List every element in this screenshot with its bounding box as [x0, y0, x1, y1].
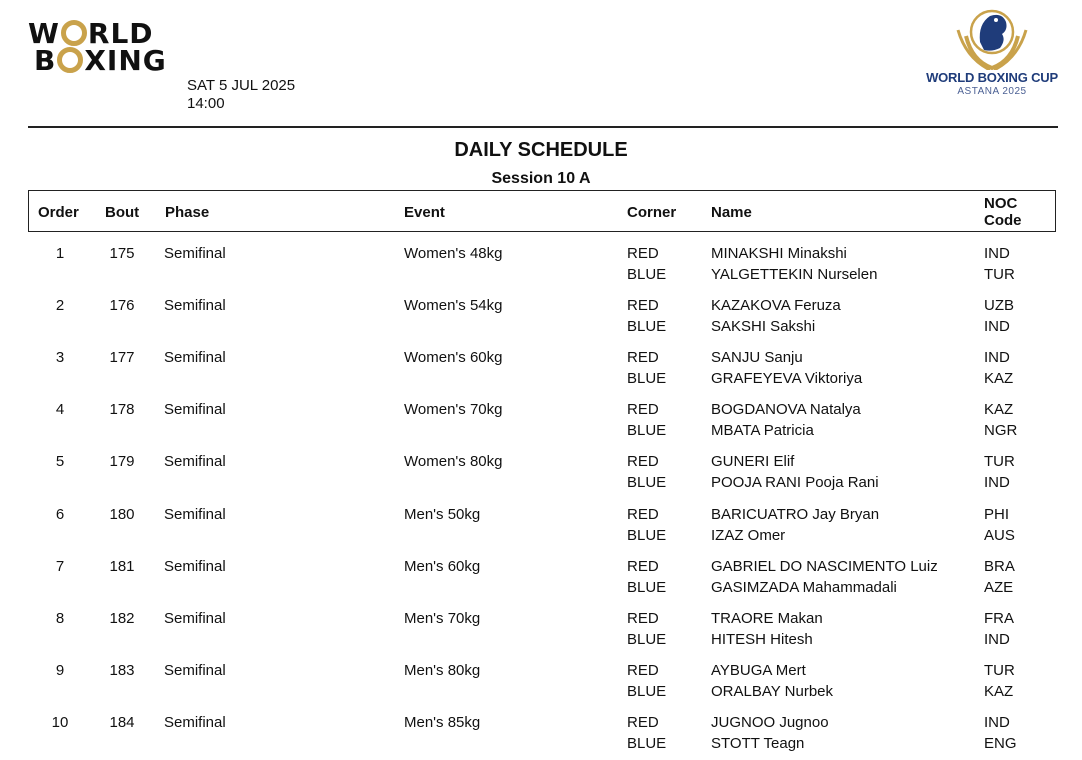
noc-code-red: KAZ: [984, 401, 1014, 419]
boxer-name-red: AYBUGA Mert: [711, 661, 806, 679]
corner-red: RED: [627, 713, 659, 731]
cell-order: 3: [55, 349, 65, 367]
cell-event: Men's 50kg: [404, 505, 481, 523]
cell-event: Women's 60kg: [404, 349, 503, 367]
corner-red: RED: [627, 401, 659, 419]
cell-event: Men's 80kg: [404, 661, 481, 679]
table-header: [28, 190, 1056, 232]
col-phase: Phase: [165, 204, 210, 221]
cell-bout: 176: [109, 297, 135, 315]
corner-red: RED: [627, 557, 659, 575]
corner-blue: BLUE: [627, 526, 667, 544]
noc-code-blue: KAZ: [984, 682, 1014, 700]
cell-event: Women's 80kg: [404, 453, 503, 471]
noc-code-blue: ENG: [984, 734, 1017, 752]
cell-event: Women's 54kg: [404, 297, 503, 315]
noc-code-blue: TUR: [984, 266, 1015, 283]
col-noc-code: NOC Code: [984, 195, 1022, 229]
cell-order: 6: [55, 505, 65, 523]
boxer-name-blue: HITESH Hitesh: [711, 630, 813, 648]
world-boxing-logo: W RLD B XING: [28, 17, 167, 77]
boxer-name-blue: GASIMZADA Mahammadali: [711, 578, 897, 596]
col-order: Order: [38, 204, 79, 221]
cell-phase: Semifinal: [164, 557, 226, 575]
boxer-name-blue: YALGETTEKIN Nurselen: [711, 266, 878, 283]
boxer-name-blue: MBATA Patricia: [711, 422, 814, 440]
cell-bout: 175: [109, 245, 135, 262]
boxer-name-blue: SAKSHI Sakshi: [711, 318, 816, 336]
col-event: Event: [404, 204, 445, 221]
logo-ring-icon: [61, 20, 87, 46]
corner-blue: BLUE: [627, 266, 667, 283]
logo-ring-icon: [57, 47, 83, 73]
cell-phase: Semifinal: [164, 401, 226, 419]
cell-order: 1: [55, 245, 65, 262]
boxer-name-red: JUGNOO Jugnoo: [711, 713, 829, 731]
noc-code-red: IND: [984, 245, 1010, 262]
boxer-name-blue: GRAFEYEVA Viktoriya: [711, 370, 863, 388]
event-logo-title: WORLD BOXING CUP: [926, 70, 1058, 85]
corner-red: RED: [627, 297, 659, 315]
event-logo-subtitle: ASTANA 2025: [957, 86, 1027, 97]
corner-red: RED: [627, 505, 659, 523]
cell-bout: 179: [109, 453, 135, 471]
cell-order: 2: [55, 297, 65, 315]
corner-red: RED: [627, 245, 659, 262]
noc-code-red: BRA: [984, 557, 1015, 575]
corner-blue: BLUE: [627, 474, 667, 492]
cell-bout: 184: [109, 713, 135, 731]
noc-code-blue: IND: [984, 318, 1010, 336]
boxer-name-red: BARICUATRO Jay Bryan: [711, 505, 880, 523]
boxer-name-blue: ORALBAY Nurbek: [711, 682, 833, 700]
session-title: Session 10 A: [491, 170, 591, 187]
cell-order: 10: [51, 713, 69, 731]
noc-code-blue: IND: [984, 474, 1010, 492]
cell-bout: 177: [109, 349, 135, 367]
cell-bout: 183: [109, 661, 135, 679]
cell-phase: Semifinal: [164, 661, 226, 679]
cell-event: Women's 70kg: [404, 401, 503, 419]
cell-order: 8: [55, 609, 65, 627]
cell-phase: Semifinal: [164, 609, 226, 627]
cell-order: 5: [55, 453, 65, 471]
page-title: DAILY SCHEDULE: [454, 139, 628, 161]
boxer-name-blue: POOJA RANI Pooja Rani: [711, 474, 879, 492]
cell-phase: Semifinal: [164, 505, 226, 523]
boxer-name-blue: IZAZ Omer: [711, 526, 786, 544]
corner-blue: BLUE: [627, 734, 667, 752]
session-datetime: [187, 77, 295, 113]
schedule-date: SAT 5 JUL 2025: [187, 77, 296, 94]
corner-red: RED: [627, 609, 659, 627]
noc-code-red: IND: [984, 713, 1010, 731]
cell-bout: 181: [109, 557, 135, 575]
header-divider: [28, 126, 1058, 128]
cell-phase: Semifinal: [164, 453, 226, 471]
noc-code-red: FRA: [984, 609, 1014, 627]
cell-phase: Semifinal: [164, 297, 226, 315]
noc-code-blue: IND: [984, 630, 1010, 648]
corner-blue: BLUE: [627, 318, 667, 336]
cell-event: Men's 85kg: [404, 713, 481, 731]
cell-order: 7: [55, 557, 65, 575]
noc-code-red: TUR: [984, 661, 1015, 679]
boxer-name-red: KAZAKOVA Feruza: [711, 297, 841, 315]
cell-order: 4: [55, 401, 65, 419]
cell-phase: Semifinal: [164, 245, 226, 262]
boxer-name-red: GUNERI Elif: [711, 453, 795, 471]
corner-blue: BLUE: [627, 682, 667, 700]
col-corner: Corner: [627, 204, 677, 221]
cell-order: 9: [55, 661, 65, 679]
cell-bout: 178: [109, 401, 135, 419]
corner-blue: BLUE: [627, 370, 667, 388]
noc-code-red: UZB: [984, 297, 1014, 315]
cell-event: Men's 70kg: [404, 609, 481, 627]
corner-red: RED: [627, 661, 659, 679]
noc-code-blue: KAZ: [984, 370, 1014, 388]
boxer-name-red: GABRIEL DO NASCIMENTO Luiz: [711, 557, 938, 575]
corner-blue: BLUE: [627, 630, 667, 648]
world-boxing-cup-logo: [922, 6, 1062, 98]
boxer-name-red: SANJU Sanju: [711, 349, 803, 367]
corner-red: RED: [627, 453, 659, 471]
cell-event: Men's 60kg: [404, 557, 481, 575]
noc-code-blue: NGR: [984, 422, 1018, 440]
noc-code-blue: AZE: [984, 578, 1014, 596]
cell-event: Women's 48kg: [404, 245, 503, 262]
snow-leopard-emblem-icon: [922, 6, 1062, 70]
noc-code-red: PHI: [984, 505, 1010, 523]
corner-blue: BLUE: [627, 578, 667, 596]
schedule-time: 14:00: [187, 95, 225, 112]
corner-blue: BLUE: [627, 422, 667, 440]
corner-red: RED: [627, 349, 659, 367]
cell-bout: 182: [109, 609, 135, 627]
boxer-name-red: BOGDANOVA Natalya: [711, 401, 861, 419]
noc-code-red: IND: [984, 349, 1010, 367]
boxer-name-red: TRAORE Makan: [711, 609, 823, 627]
col-name: Name: [711, 204, 752, 221]
cell-bout: 180: [109, 505, 135, 523]
boxer-name-blue: STOTT Teagn: [711, 734, 805, 752]
noc-code-blue: AUS: [984, 526, 1015, 544]
noc-code-red: TUR: [984, 453, 1015, 471]
boxer-name-red: MINAKSHI Minakshi: [711, 245, 847, 262]
col-bout: Bout: [105, 204, 140, 221]
cell-phase: Semifinal: [164, 713, 226, 731]
cell-phase: Semifinal: [164, 349, 226, 367]
